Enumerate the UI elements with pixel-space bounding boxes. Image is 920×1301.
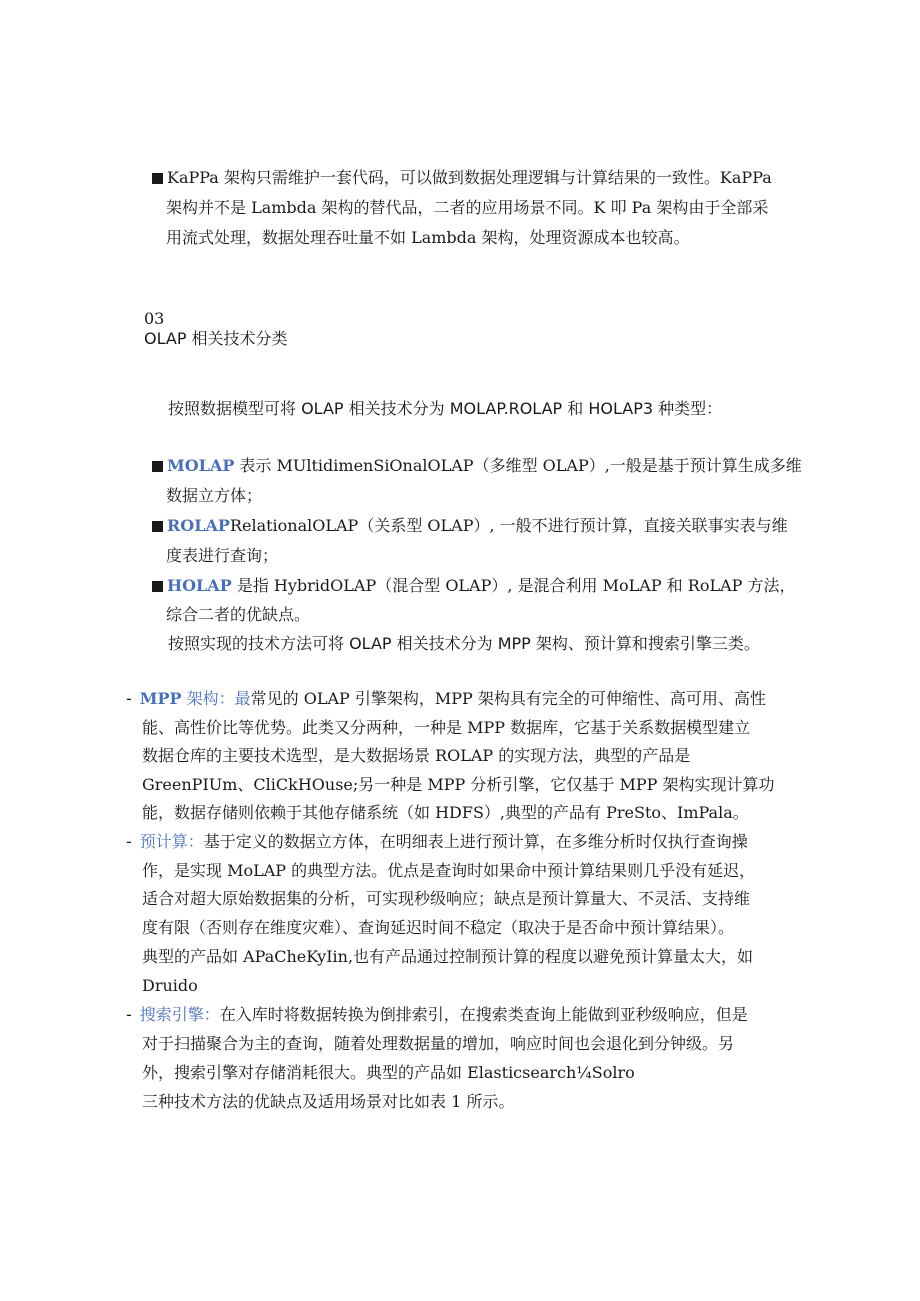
type-item-rolap [152,516,788,536]
kappa-line-2: 架构并不是 Lambda 架构的替代品，二者的应用场景不同。K 叩 Pa 架构由于全部采 [166,198,769,217]
term-rolap: ROLAP [167,516,230,535]
type-rolap-line-2: 度表进行查询； [166,546,279,565]
intro-tech-method: 按照实现的技术方法可将 OLAP 相关技术分为 MPP 架构、预计算和搜索引擎三类。 [168,634,760,653]
method-precompute-line-2: 作，是实现 MoLAP 的典型方法。优点是查询时如果命中预计算结果则几乎没有延迟， [142,861,756,880]
method-mpp-line-2: 能、高性价比等优势。此类又分两种，一种是 MPP 数据库，它基于关系数据模型建立 [142,718,751,737]
method-mpp-line-1 [126,689,766,709]
intro-data-model: 按照数据模型可将 OLAP 相关技术分为 MOLAP.ROLAP 和 HOLAP3 种类型： [168,399,723,418]
dash-marker: - [126,832,132,851]
bullet-square-icon [152,173,163,184]
method-mpp-line-5: 能，数据存储则依赖于其他存储系统（如 HDFS）,典型的产品有 PreSto、ImPala。 [142,803,749,822]
kappa-line-3: 用流式处理，数据处理吞吐量不如 Lambda 架构，处理资源成本也较高。 [166,228,690,247]
kappa-line-1 [152,168,772,188]
type-molap-line-2: 数据立方体； [166,486,263,505]
type-molap-text: 表示 MUltidimenSiOnalOLAP（多维型 OLAP）,一般是基于预计算生成多维 [234,456,802,475]
closing-sentence: 三种技术方法的优缺点及适用场景对比如表 1 所示。 [142,1092,515,1111]
section-title: OLAP 相关技术分类 [144,329,288,348]
term-mpp-suffix: 架构：最 [181,689,251,708]
method-mpp-line-4: GreenPIUm、CliCkHOuse;另一种是 MPP 分析引擎，它仅基于 MPP 架构实现计算功 [142,775,775,794]
bullet-square-icon [152,581,163,592]
method-precompute-line-4: 度有限（否则存在维度灾难）、查询延迟时间不稳定（取决于是否命中预计算结果）。 [142,918,735,937]
term-precompute: 预计算： [139,832,204,851]
method-search-text: 在入库时将数据转换为倒排索引，在搜索类查询上能做到亚秒级响应，但是 [219,1005,748,1024]
section-number: 03 [144,309,165,328]
type-item-molap [152,456,802,476]
term-molap: MOLAP [167,456,235,475]
dash-marker: - [126,689,132,708]
method-search-line-2: 对于扫描聚合为主的查询，随着处理数据量的增加，响应时间也会退化到分钟级。另 [142,1034,735,1053]
term-holap: HOLAP [167,576,232,595]
term-search-engine: 搜索引擎： [139,1005,220,1024]
type-holap-line-2: 综合二者的优缺点。 [166,605,311,624]
method-mpp-text: 常见的 OLAP 引擎架构，MPP 架构具有完全的可伸缩性、高可用、高性 [250,689,766,708]
method-precompute-line-1 [126,832,748,852]
method-precompute-line-6: Druido [142,976,198,995]
term-mpp: MPP [139,689,182,708]
method-precompute-text: 基于定义的数据立方体，在明细表上进行预计算，在多维分析时仅执行查询操 [203,832,748,851]
method-precompute-line-3: 适合对超大原始数据集的分析，可实现秒级响应；缺点是预计算量大、不灵活、支持维 [142,889,751,908]
dash-marker: - [126,1005,132,1024]
type-item-holap [152,576,795,596]
kappa-text-1: KaPPa 架构只需维护一套代码，可以做到数据处理逻辑与计算结果的一致性。KaPPa [167,168,772,187]
bullet-square-icon [152,461,163,472]
method-mpp-line-3: 数据仓库的主要技术选型，是大数据场景 ROLAP 的实现方法，典型的产品是 [142,746,691,765]
method-precompute-line-5: 典型的产品如 APaCheKyIin,也有产品通过控制预计算的程度以避免预计算量太大，如 [142,947,754,966]
type-holap-text: 是指 HybridOLAP（混合型 OLAP）, 是混合利用 MoLAP 和 RoLAP 方法， [231,576,796,595]
bullet-square-icon [152,521,163,532]
method-search-line-3: 外，搜索引擎对存储消耗很大。典型的产品如 Elasticsearch¼Solro [142,1063,635,1082]
method-search-line-1 [126,1005,748,1025]
type-rolap-text: RelationalOLAP（关系型 OLAP）, 一般不进行预计算，直接关联事实表与维 [229,516,788,535]
